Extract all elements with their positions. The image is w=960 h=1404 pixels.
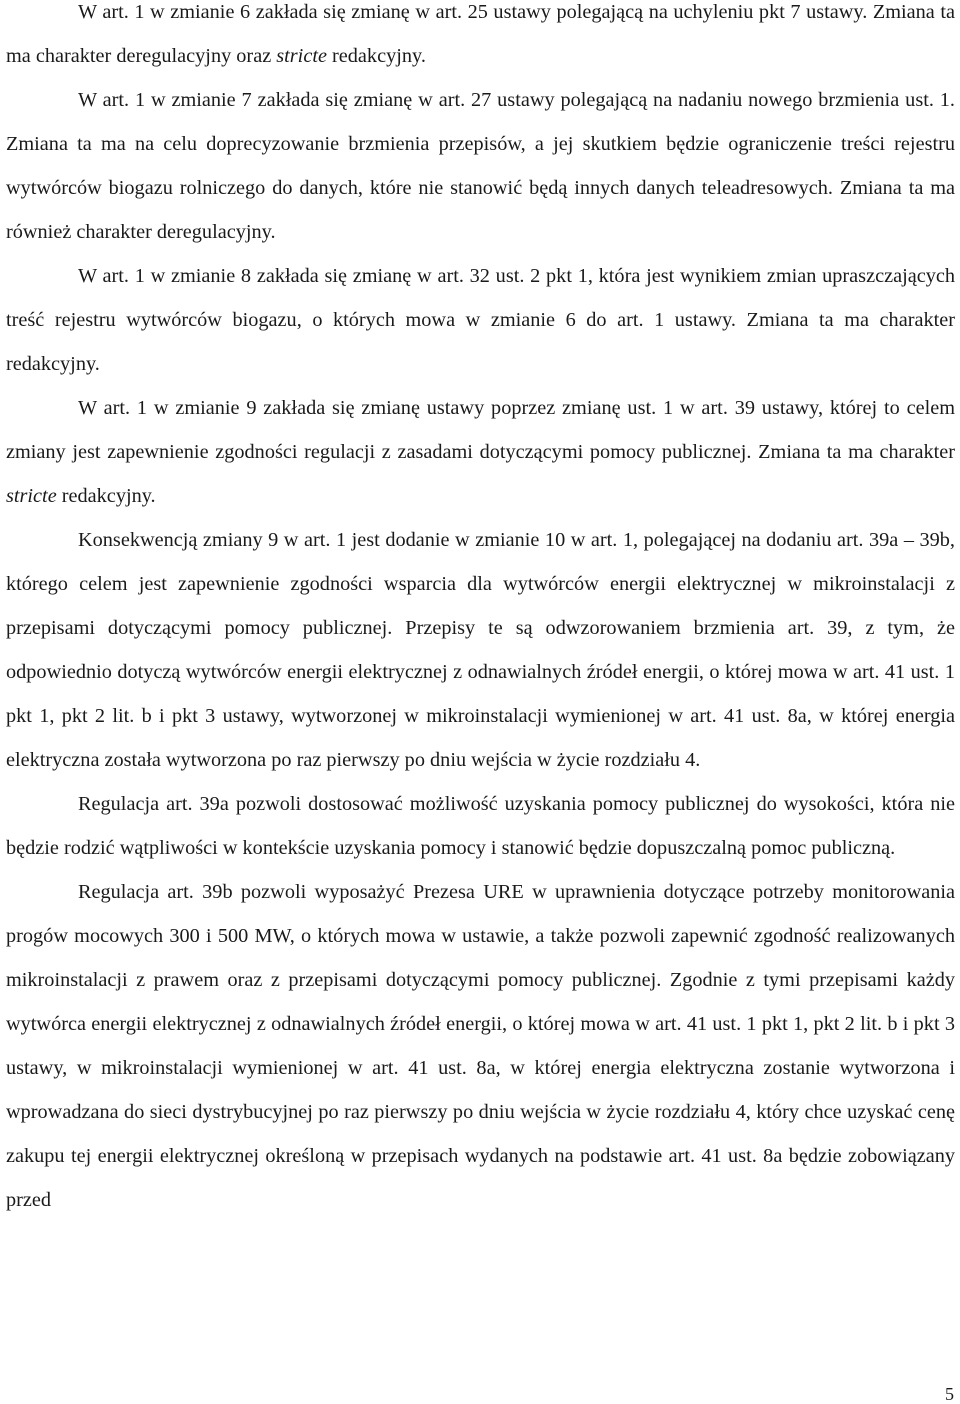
paragraph-text: redakcyjny. xyxy=(326,45,426,67)
paragraph-text: W art. 1 w zmianie 8 zakłada się zmianę w art. 32 ust. 2 pkt 1, która jest wynikiem zmian upraszczających treść rejestru wytwórców biogazu, o których mowa w zmianie 6 do art. 1 ustawy. Zmiana ta ma charakter redakcyjny. xyxy=(6,265,955,375)
paragraph-art1-zmiana6 xyxy=(6,0,955,78)
page-number: 5 xyxy=(945,1384,954,1404)
italic-term: stricte xyxy=(276,45,327,67)
paragraph-text: redakcyjny. xyxy=(56,485,156,507)
paragraph-regulacja-art39b xyxy=(6,870,955,1222)
paragraph-regulacja-art39a xyxy=(6,782,955,870)
paragraph-art1-zmiana9 xyxy=(6,386,955,518)
paragraph-text: Regulacja art. 39b pozwoli wyposażyć Prezesa URE w uprawnienia dotyczące potrzeby monitorowania progów mocowych 300 i 500 MW, o których mowa w ustawie, a także pozwoli zapewnić zgodność realizowanych mikroinstalacji z prawem oraz z przepisami dotyczącymi pomocy publicznej. Zgodnie z tymi przepisami każdy wytwórca energii elektrycznej z odnawialnych źródeł energii, o której mowa w art. 41 ust. 1 pkt 1, pkt 2 lit. b i pkt 3 ustawy, w mikroinstalacji wymienionej w art. 41 ust. 8a, w której energia elektryczna zostanie wytworzona i wprowadzana do sieci dystrybucyjnej po raz pierwszy po dniu wejścia w życie rozdziału 4, który chce uzyskać cenę zakupu tej energii elektrycznej określoną w przepisach wydanych na podstawie art. 41 ust. 8a będzie zobowiązany przed xyxy=(6,881,955,1211)
paragraph-konsekwencja-zmiany-9 xyxy=(6,518,955,782)
paragraph-text: W art. 1 w zmianie 6 zakłada się zmianę w art. 25 ustawy polegającą na uchyleniu pkt 7 ustawy. Zmiana ta ma charakter deregulacyjny oraz xyxy=(6,1,955,67)
paragraph-text: W art. 1 w zmianie 9 zakłada się zmianę ustawy poprzez zmianę ust. 1 w art. 39 ustawy, której to celem zmiany jest zapewnienie zgodności regulacji z zasadami dotyczącymi pomocy publicznej. Zmiana ta ma charakter xyxy=(6,397,955,463)
paragraph-art1-zmiana7 xyxy=(6,78,955,254)
paragraph-text: Regulacja art. 39a pozwoli dostosować możliwość uzyskania pomocy publicznej do wysokości, która nie będzie rodzić wątpliwości w kontekście uzyskania pomocy i stanowić będzie dopuszczalną pomoc publiczną. xyxy=(6,793,955,859)
document-body xyxy=(6,0,955,1222)
paragraph-text: Konsekwencją zmiany 9 w art. 1 jest dodanie w zmianie 10 w art. 1, polegającej na dodaniu art. 39a – 39b, którego celem jest zapewnienie zgodności wsparcia dla wytwórców energii elektrycznej w mikroinstalacji z przepisami dotyczącymi pomocy publicznej. Przepisy te są odwzorowaniem brzmienia art. 39, z tym, że odpowiednio dotyczą wytwórców energii elektrycznej z odnawialnych źródeł energii, o której mowa w art. 41 ust. 1 pkt 1, pkt 2 lit. b i pkt 3 ustawy, wytworzonej w mikroinstalacji wymienionej w art. 41 ust. 8a, w której energia elektryczna została wytworzona po raz pierwszy po dniu wejścia w życie rozdziału 4. xyxy=(6,529,955,771)
paragraph-art1-zmiana8 xyxy=(6,254,955,386)
italic-term: stricte xyxy=(6,485,57,507)
paragraph-text: W art. 1 w zmianie 7 zakłada się zmianę w art. 27 ustawy polegającą na nadaniu nowego brzmienia ust. 1. Zmiana ta ma na celu doprecyzowanie brzmienia przepisów, a jej skutkiem będzie ograniczenie treści rejestru wytwórców biogazu rolniczego do danych, które nie stanowić będą innych danych teleadresowych. Zmiana ta ma również charakter deregulacyjny. xyxy=(6,89,955,243)
